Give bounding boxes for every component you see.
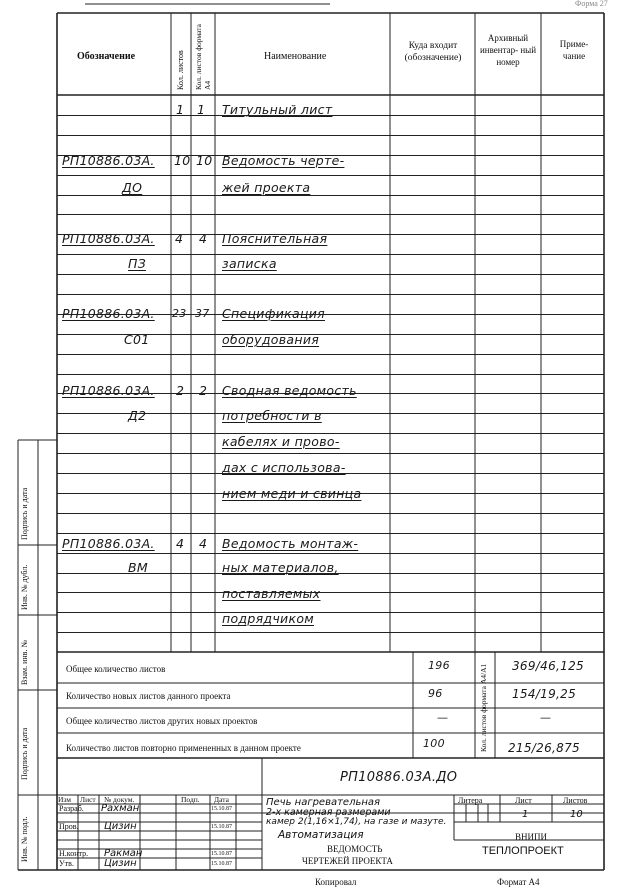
stamp-col-header: Подп. xyxy=(181,795,200,804)
header-sheets-count: Кол. листов xyxy=(176,50,185,90)
stamp-code: РП10886.03А.ДО xyxy=(340,770,458,785)
row-name: жей проекта xyxy=(222,180,311,195)
total-a4: — xyxy=(540,711,552,724)
total-value: 196 xyxy=(428,659,450,672)
stamp-title-line: 2-х камерная размерами xyxy=(266,807,391,818)
stamp-col-header: Изм xyxy=(58,795,72,804)
stamp-person: Рахман xyxy=(101,803,140,814)
stamp-role: Пров. xyxy=(59,822,79,831)
row-designation: РП10886.03А. xyxy=(62,306,155,321)
row-a4: 10 xyxy=(196,153,213,168)
row-designation: РП10886.03А. xyxy=(62,383,155,398)
stamp-doc-name: ВЕДОМОСТЬ xyxy=(327,844,383,854)
stamp-sheet-value: 1 xyxy=(522,809,529,820)
stamp-title-line: Печь нагревательная xyxy=(266,797,381,808)
header-note: Приме- чание xyxy=(559,39,589,61)
stamp-title-line: Автоматизация xyxy=(278,829,364,841)
total-value: 96 xyxy=(428,687,443,700)
stamp-doc-name: ЧЕРТЕЖЕЙ ПРОЕКТА xyxy=(302,856,393,866)
total-label: Количество листов повторно примененных в данном проекте xyxy=(66,743,301,753)
row-count: 4 xyxy=(175,231,184,246)
stamp-title-line: камер 2(1,16×1,74), на газе и мазуте. xyxy=(266,817,447,827)
stamp-org: ТЕПЛОПРОЕКТ xyxy=(482,845,564,857)
row-designation: РП10886.03А. xyxy=(62,231,155,246)
total-value: 100 xyxy=(423,737,445,750)
row-a4: 4 xyxy=(199,231,208,246)
row-count: 2 xyxy=(176,383,185,398)
row-name: Сводная ведомость xyxy=(222,383,357,398)
total-value: — xyxy=(437,711,449,724)
stamp-sheets-label: Листов xyxy=(563,796,588,805)
footer-copied: Копировал xyxy=(315,877,357,887)
footer-format: Формат А4 xyxy=(497,877,540,887)
side-label: Инв. № дубл. xyxy=(20,564,29,610)
total-a4: 369/46,125 xyxy=(512,659,584,673)
row-designation-suffix: ВМ xyxy=(128,560,148,575)
stamp-sheets-value: 10 xyxy=(570,809,583,820)
stamp-col-header: № докум. xyxy=(104,795,135,804)
row-name: подрядчиком xyxy=(222,611,314,626)
row-name: оборудования xyxy=(222,332,320,347)
stamp-date: 15.10.87 xyxy=(211,851,232,857)
stamp-role: Утв. xyxy=(59,859,74,868)
stamp-role: Н.контр. xyxy=(59,849,89,858)
stamp-role: Разраб. xyxy=(59,804,84,813)
stamp-person: Цизин xyxy=(104,858,137,869)
row-name: дах с использова- xyxy=(222,460,346,475)
total-label: Общее количество листов xyxy=(66,664,166,674)
row-a4: 2 xyxy=(199,383,208,398)
total-label: Общее количество листов других новых проектов xyxy=(66,716,258,726)
row-designation-suffix: ДО xyxy=(122,180,143,195)
row-name: Ведомость монтаж- xyxy=(222,536,359,551)
stamp-litera-label: Литера xyxy=(458,796,483,805)
header-sheets-a4: Кол. листов формата А4 xyxy=(194,24,212,90)
stamp-person: Цизин xyxy=(104,821,137,832)
stamp-date: 15.10.87 xyxy=(211,806,232,812)
header-archive: Архивный инвентар- ный номер xyxy=(479,33,537,67)
totals-vertical-label: Кол. листов формата А4/А1 xyxy=(479,663,488,752)
total-label: Количество новых листов данного проекта xyxy=(66,691,231,701)
row-name: потребности в xyxy=(222,408,322,423)
row-name: Спецификация xyxy=(222,306,325,321)
row-name: поставляемых xyxy=(222,586,321,601)
header-designation: Обозначение xyxy=(77,51,136,62)
total-a4: 154/19,25 xyxy=(512,687,577,701)
form-mark: Форма 27 xyxy=(575,0,608,8)
row-a4: 1 xyxy=(197,102,206,117)
stamp-date: 15.10.87 xyxy=(211,861,232,867)
header-name: Наименование xyxy=(264,51,327,62)
row-designation: РП10886.03А. xyxy=(62,536,155,551)
row-designation-suffix: Д2 xyxy=(128,408,147,423)
header-where-used: Куда входит (обозначение) xyxy=(404,41,462,63)
stamp-person: Ракман xyxy=(104,848,143,859)
row-a4: 4 xyxy=(199,536,208,551)
row-designation: РП10886.03А. xyxy=(62,153,155,168)
row-count: 4 xyxy=(176,536,185,551)
row-count: 23 xyxy=(172,307,187,320)
row-name: ных материалов, xyxy=(222,560,339,575)
side-label: Инв. № подл. xyxy=(20,816,29,862)
row-name: Пояснительная xyxy=(222,231,328,246)
stamp-date: 15.10.87 xyxy=(211,824,232,830)
row-name: нием меди и свинца xyxy=(222,486,362,501)
stamp-col-header: Лист xyxy=(80,795,96,804)
row-count: 10 xyxy=(174,153,191,168)
side-label: Подпись и дата xyxy=(20,727,29,780)
side-label: Подпись и дата xyxy=(20,487,29,540)
stamp-org: ВНИПИ xyxy=(515,832,548,842)
row-name: Ведомость черте- xyxy=(222,153,345,168)
stamp-sheet-label: Лист xyxy=(515,796,532,805)
row-designation-suffix: С01 xyxy=(124,332,150,347)
row-name: Титульный лист xyxy=(222,102,333,117)
row-name: записка xyxy=(222,256,277,271)
side-label: Взам. инв. № xyxy=(20,639,29,685)
row-designation-suffix: ПЗ xyxy=(128,256,147,271)
stamp-col-header: Дата xyxy=(214,795,229,804)
row-a4: 37 xyxy=(195,307,210,320)
row-count: 1 xyxy=(176,102,185,117)
row-name: кабелях и прово- xyxy=(222,434,340,449)
total-a4: 215/26,875 xyxy=(508,741,580,755)
